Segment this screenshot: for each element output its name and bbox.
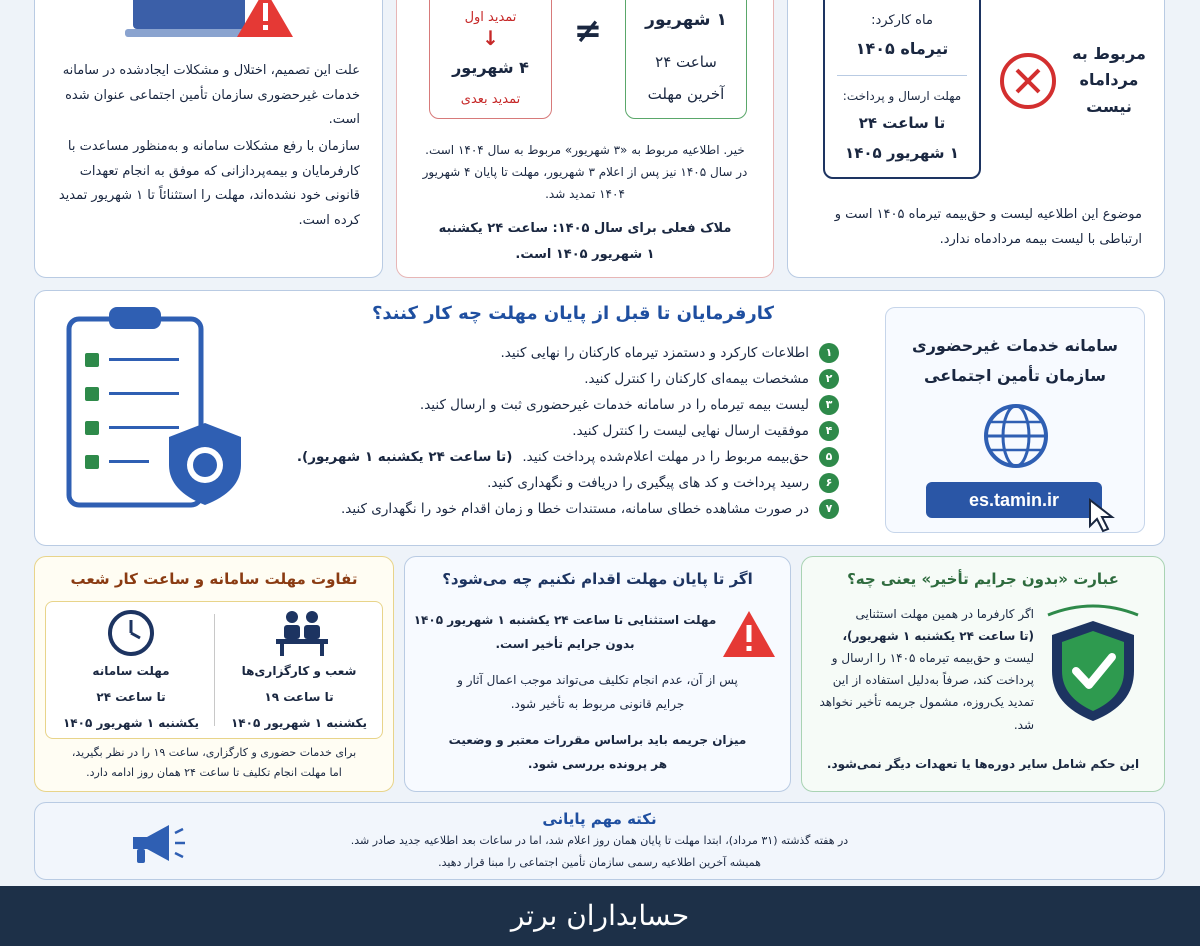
- step-item: [584, 367, 839, 391]
- no-penalty-p1: اگر کارفرما در همین مهلت استثنایی: [855, 607, 1034, 621]
- system-hour: تا ساعت ۲۴: [96, 690, 166, 704]
- missed-line-3b: هر پرونده بررسی شود.: [527, 757, 668, 771]
- work-month-value: تیرماه ۱۴۰۵: [855, 39, 949, 58]
- step-number: ۴: [819, 421, 839, 441]
- no-penalty-p2: لیست و حق‌بیمه تیرماه ۱۴۰۵ را ارسال و پرداخت کند، صرفاً به‌دلیل استفاده از این تمدید یک‌روزه، مشمول جریمه تأخیر نخواهد شد.: [819, 651, 1034, 732]
- branch-title: شعب و کارگزاری‌ها: [241, 664, 357, 678]
- reason-card: [34, 0, 383, 278]
- hours-card: [34, 556, 394, 792]
- step-number: ۷: [819, 499, 839, 519]
- compare-note: خیر. اطلاعیه مربوط به «۳ شهریور» مربوط به سال ۱۴۰۴ است. در سال ۱۴۰۵ نیز پس از اعلام ۳ شهریور، مهلت تا پایان ۴ شهریور ۱۴۰۴ تمدید شد.: [422, 143, 748, 202]
- missed-line-1a: مهلت استثنایی تا ساعت ۲۴ یکشنبه ۱ شهریور ۱۴۰۵: [413, 613, 717, 627]
- clock-icon: [106, 608, 156, 658]
- globe-icon: [982, 402, 1050, 470]
- final-note-line-2: همیشه آخرین اطلاعیه رسمی سازمان تأمین اجتماعی را مبنا قرار دهید.: [438, 856, 761, 869]
- reason-paragraph-1: علت این تصمیم، اختلال و مشکلات ایجادشده در سامانه خدمات غیرحضوری سازمان تأمین اجتماعی عنوان شده است.: [62, 63, 360, 128]
- extension-tag-top: تمدید اول: [464, 10, 517, 25]
- missed-title: اگر تا پایان مهلت اقدام نکنیم چه می‌شود؟: [442, 570, 753, 588]
- final-note-title: نکته مهم پایانی: [542, 810, 657, 828]
- hours-note-1: برای خدمات حضوری و کارگزاری، ساعت ۱۹ را در نظر بگیرید،: [71, 746, 357, 759]
- employers-card: [34, 290, 1165, 546]
- clipboard-checklist-icon: [65, 305, 245, 509]
- step-item: [420, 393, 839, 417]
- month-card: [787, 0, 1165, 278]
- no-penalty-title: عبارت «بدون جرایم تأخیر» یعنی چه؟: [847, 570, 1119, 588]
- step-text: رسید پرداخت و کد های پیگیری را دریافت و نگهداری کنید.: [487, 475, 809, 491]
- no-penalty-p3: این حکم شامل سایر دوره‌ها یا تعهدات دیگر نمی‌شود.: [826, 757, 1140, 771]
- step-text: لیست بیمه تیرماه را در سامانه خدمات غیرحضوری ثبت و ارسال کنید.: [419, 397, 809, 413]
- branch-date: یکشنبه ۱ شهریور ۱۴۰۵: [230, 716, 368, 730]
- work-month-label: ماه کارکرد:: [871, 13, 933, 28]
- step-number: ۶: [819, 473, 839, 493]
- deadline-date: ۱ شهریور: [645, 10, 727, 30]
- hours-compare-box: [45, 601, 383, 739]
- arrow-down-icon: ↓: [482, 26, 499, 50]
- portal-title-1: سامانه خدمات غیرحضوری: [912, 336, 1118, 355]
- system-date: یکشنبه ۱ شهریور ۱۴۰۵: [62, 716, 200, 730]
- month-info-box: [823, 0, 981, 179]
- step-item: [341, 497, 839, 521]
- deadline-green-box: [625, 0, 747, 119]
- warning-triangle-icon: [721, 609, 777, 659]
- hours-title: تفاوت مهلت سامانه و ساعت کار شعب: [70, 570, 358, 588]
- shield-check-icon: [1038, 601, 1148, 725]
- step-item: [487, 471, 839, 495]
- payment-deadline-label: مهلت ارسال و پرداخت:: [842, 89, 962, 103]
- step-text: اطلاعات کارکرد و دستمزد تیرماه کارکنان را نهایی کنید.: [500, 345, 809, 361]
- step-number: ۵: [819, 447, 839, 467]
- not-equal-sign: ≠: [573, 11, 603, 51]
- step-number: ۲: [819, 369, 839, 389]
- compare-card: [396, 0, 774, 278]
- not-august-label: مربوط به مرداماه نیست: [1072, 44, 1146, 116]
- step-text: در صورت مشاهده خطای سامانه، مستندات خطا و زمان اقدام خود را نگهداری کنید.: [341, 501, 809, 517]
- extension-date: ۴ شهریور: [452, 58, 529, 77]
- no-penalty-card: [801, 556, 1165, 792]
- portal-title-2: سازمان تأمین اجتماعی: [924, 366, 1106, 385]
- step-number: ۳: [819, 395, 839, 415]
- system-title: مهلت سامانه: [92, 664, 170, 678]
- branch-hour: تا ساعت ۱۹: [264, 690, 334, 704]
- employers-title: کارفرمایان تا قبل از پایان مهلت چه کار کنند؟: [371, 303, 774, 324]
- portal-url-link[interactable]: es.tamin.ir: [926, 482, 1102, 518]
- megaphone-icon: [125, 819, 189, 869]
- missed-line-3a: میزان جریمه باید براساس مقررات معتبر و وضعیت: [448, 733, 747, 747]
- missed-line-2a: پس از آن، عدم انجام تکلیف می‌تواند موجب اعمال آثار و: [457, 673, 738, 687]
- step-text-bold: (تا ساعت ۲۴ یکشنبه ۱ شهریور).: [296, 449, 513, 465]
- extension-red-box: [429, 0, 552, 119]
- compare-criterion-1: ملاک فعلی برای سال ۱۴۰۵: ساعت ۲۴ یکشنبه: [438, 221, 732, 236]
- missed-line-1b: بدون جرایم تأخیر است.: [495, 637, 635, 651]
- deadline-caption: آخرین مهلت: [647, 85, 725, 103]
- footer-banner: حسابداران برتر: [0, 886, 1200, 946]
- extension-tag-bottom: تمدید بعدی: [460, 92, 521, 107]
- step-text: حق‌بیمه مربوط را در مهلت اعلام‌شده پرداخت کنید.: [522, 449, 809, 465]
- payment-deadline-date: ۱ شهریور ۱۴۰۵: [845, 144, 959, 162]
- reason-paragraph-2: سازمان با رفع مشکلات سامانه و به‌منظور مساعدت با کارفرمایان و بیمه‌پردازانی که موفق به انجام تعهدات قانونی خود نشده‌اند، مهلت را استثنائاً تا ۱ شهریور تمدید کرده است.: [58, 139, 360, 229]
- cursor-pointer-icon: [1086, 498, 1120, 534]
- missed-deadline-card: [404, 556, 791, 792]
- hours-note-2: اما مهلت انجام تکلیف تا ساعت ۲۴ همان روز ادامه دارد.: [86, 766, 342, 779]
- people-desk-icon: [272, 608, 332, 658]
- x-circle-icon: [998, 51, 1058, 111]
- final-note-line-1: در هفته گذشته (۳۱ مرداد)، ابتدا مهلت تا پایان همان روز اعلام شد، اما در ساعات بعد اطلاعیه جدید صادر شد.: [350, 834, 849, 847]
- deadline-hour: ساعت ۲۴: [655, 53, 717, 71]
- laptop-warning-icon: [125, 0, 295, 47]
- missed-line-2b: جرایم قانونی مربوط به تأخیر شود.: [510, 697, 685, 711]
- step-item: [297, 445, 839, 469]
- step-text: موفقیت ارسال نهایی لیست را کنترل کنید.: [572, 423, 809, 439]
- no-penalty-p1-bold: (تا ساعت ۲۴ یکشنبه ۱ شهریور)،: [842, 629, 1034, 643]
- step-item: [572, 419, 839, 443]
- box-divider: [837, 75, 967, 76]
- final-note-card: [34, 802, 1165, 880]
- hours-divider: [214, 614, 215, 726]
- step-item: [501, 341, 840, 365]
- step-number: ۱: [819, 343, 839, 363]
- compare-criterion-2: ۱ شهریور ۱۴۰۵ است.: [515, 247, 655, 262]
- month-note: موضوع این اطلاعیه لیست و حق‌بیمه تیرماه ۱۴۰۵ است و ارتباطی با لیست بیمه مردادماه ندارد.: [834, 207, 1142, 247]
- payment-deadline-hour: تا ساعت ۲۴: [858, 114, 946, 132]
- portal-box: [885, 307, 1145, 533]
- step-text: مشخصات بیمه‌ای کارکنان را کنترل کنید.: [584, 371, 809, 387]
